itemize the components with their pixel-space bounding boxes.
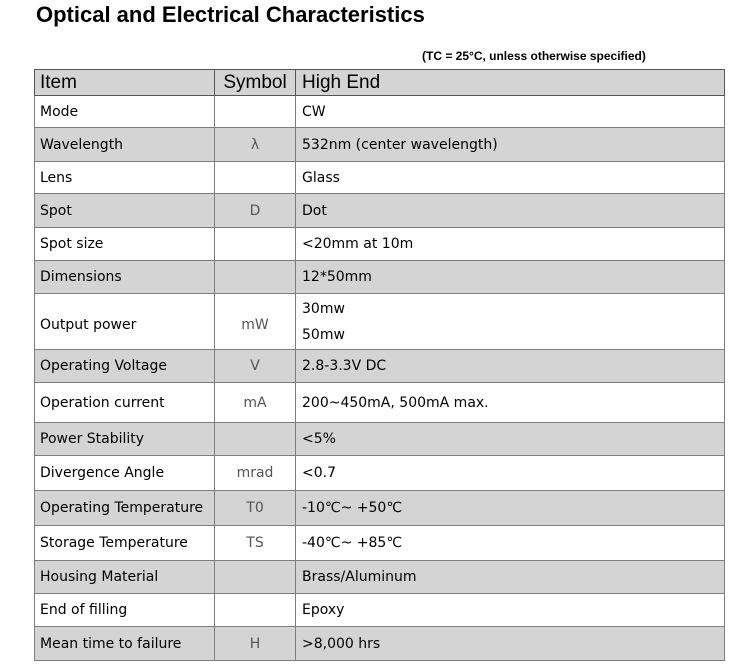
symbol-cell: λ (215, 128, 296, 162)
symbol-cell: mrad (215, 456, 296, 491)
table-header-row (35, 70, 725, 96)
symbol-cell (215, 423, 296, 456)
table-row (35, 128, 725, 162)
symbol-cell (215, 96, 296, 128)
symbol-cell (215, 162, 296, 194)
table-row (35, 423, 725, 456)
value-cell: Glass (296, 162, 725, 194)
symbol-cell (215, 594, 296, 627)
value-cell: CW (296, 96, 725, 128)
table-row (35, 561, 725, 594)
value-cell: 532nm (center wavelength) (296, 128, 725, 162)
value-cell: >8,000 hrs (296, 627, 725, 661)
table-row (35, 383, 725, 423)
output-power-value-2: 50mw (302, 326, 345, 343)
value-cell: 2.8-3.3V DC (296, 350, 725, 383)
header-item: Item (35, 70, 215, 96)
table-row (35, 627, 725, 661)
table-row (35, 594, 725, 627)
item-cell: Storage Temperature (35, 526, 215, 561)
symbol-cell (215, 228, 296, 261)
header-high-end: High End (296, 70, 725, 96)
symbol-cell: TS (215, 526, 296, 561)
symbol-cell: mA (215, 383, 296, 423)
value-cell: <5% (296, 423, 725, 456)
symbol-cell: D (215, 194, 296, 228)
table-row (35, 261, 725, 294)
item-cell: Output power (35, 294, 215, 350)
symbol-cell: H (215, 627, 296, 661)
value-cell: <20mm at 10m (296, 228, 725, 261)
item-cell: Spot (35, 194, 215, 228)
symbol-cell: V (215, 350, 296, 383)
item-cell: Wavelength (35, 128, 215, 162)
value-cell: <0.7 (296, 456, 725, 491)
item-cell: End of filling (35, 594, 215, 627)
item-cell: Divergence Angle (35, 456, 215, 491)
value-cell: Epoxy (296, 594, 725, 627)
value-cell: 12*50mm (296, 261, 725, 294)
output-power-value-1: 30mw (302, 300, 345, 317)
symbol-cell: T0 (215, 491, 296, 526)
symbol-cell (215, 561, 296, 594)
value-cell: Dot (296, 194, 725, 228)
value-cell (296, 294, 725, 350)
header-symbol: Symbol (215, 70, 296, 96)
item-cell: Operation current (35, 383, 215, 423)
value-cell: Brass/Aluminum (296, 561, 725, 594)
table-row (35, 294, 725, 350)
item-cell: Spot size (35, 228, 215, 261)
item-cell: Mean time to failure (35, 627, 215, 661)
table-row (35, 194, 725, 228)
table-row (35, 162, 725, 194)
symbol-cell (215, 261, 296, 294)
table-row (35, 228, 725, 261)
table-row (35, 456, 725, 491)
item-cell: Dimensions (35, 261, 215, 294)
test-condition-note: (TC = 25°C, unless otherwise specified) (422, 49, 646, 63)
item-cell: Housing Material (35, 561, 215, 594)
table-row (35, 526, 725, 561)
item-cell: Operating Temperature (35, 491, 215, 526)
value-cell: 200~450mA, 500mA max. (296, 383, 725, 423)
item-cell: Mode (35, 96, 215, 128)
item-cell: Operating Voltage (35, 350, 215, 383)
item-cell: Power Stability (35, 423, 215, 456)
value-cell: -40℃~ +85℃ (296, 526, 725, 561)
item-cell: Lens (35, 162, 215, 194)
table-row (35, 96, 725, 128)
symbol-cell: mW (215, 294, 296, 350)
table-row (35, 491, 725, 526)
characteristics-table (34, 69, 725, 661)
table-row (35, 350, 725, 383)
value-cell: -10℃~ +50℃ (296, 491, 725, 526)
page-title: Optical and Electrical Characteristics (36, 2, 425, 27)
